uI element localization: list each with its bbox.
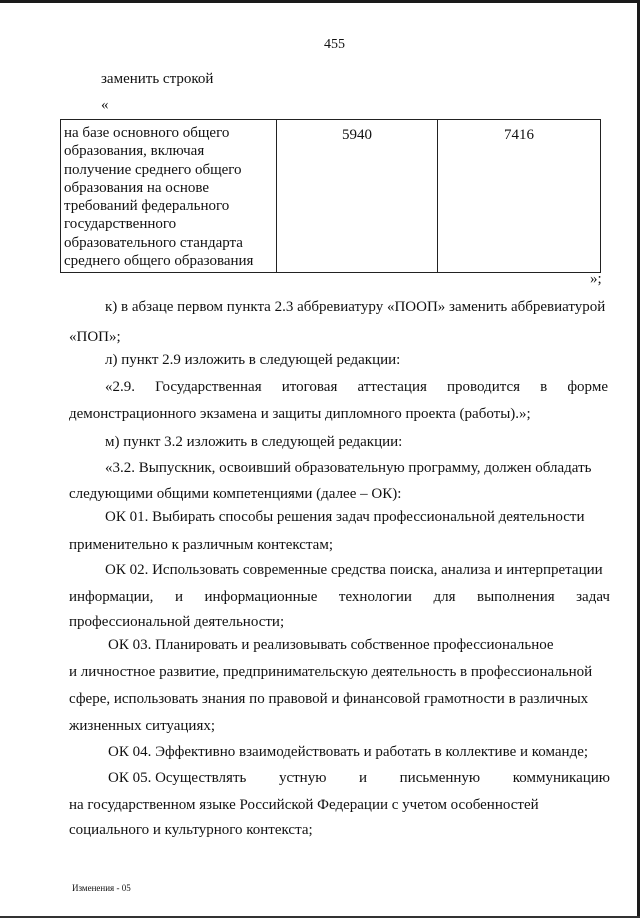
ok03-line1: ОК 03. Планировать и реализовывать собственное профессиональное [108, 637, 554, 653]
value-cell-2: 7416 [438, 120, 601, 273]
cell-line: требований федерального [64, 198, 230, 215]
word: и [359, 770, 368, 786]
word: задач [576, 589, 610, 605]
hours-table [60, 119, 601, 273]
paragraph-m-line1: м) пункт 3.2 изложить в следующей редакции: [105, 434, 403, 450]
word: выполнения [477, 589, 555, 605]
ok03-line3: сфере, использовать знания по правовой и финансовой грамотности в различных [69, 691, 589, 707]
word: для [433, 589, 456, 605]
word: Государственная [155, 379, 262, 395]
ok03-line2: и личностное развитие, предпринимательскую деятельность в профессиональной [69, 664, 593, 680]
ok02-line2 [69, 588, 610, 606]
page-number: 455 [324, 37, 345, 52]
paragraph-3-2-line2: следующими общими компетенциями (далее – ОК): [69, 486, 402, 502]
education-basis-cell [61, 120, 277, 273]
open-quote: « [101, 97, 109, 113]
word: проводится [446, 379, 521, 395]
paragraph-2-9-line2: демонстрационного экзамена и защиты дипломного проекта (работы).»; [69, 406, 531, 422]
word: ОК 05. Осуществлять [108, 770, 247, 786]
word: форме [567, 379, 608, 395]
intro-text: заменить строкой [101, 71, 214, 87]
word: технологии [338, 589, 412, 605]
word: коммуникацию [512, 770, 610, 786]
paragraph-k-line2: «ПОП»; [69, 329, 121, 345]
ok04-line1: ОК 04. Эффективно взаимодействовать и работать в коллективе и команде; [108, 744, 589, 760]
paragraph-l-line1: л) пункт 2.9 изложить в следующей редакции: [105, 352, 401, 368]
cell-line: образования на основе [64, 179, 210, 196]
ok02-line3: профессиональной деятельности; [69, 614, 285, 630]
paragraph-2-9-line1 [105, 378, 608, 396]
value-cell-1: 5940 [277, 120, 438, 273]
scan-edge-top [0, 0, 640, 3]
cell-line: получение среднего общего [64, 161, 242, 178]
word: информационные [204, 589, 318, 605]
ok03-line4: жизненных ситуациях; [69, 718, 216, 734]
cell-line: государственного [64, 216, 177, 233]
word: информации, [69, 589, 154, 605]
word: аттестация [357, 379, 427, 395]
ok05-line3: социального и культурного контекста; [69, 822, 313, 838]
footer-note: Изменения - 05 [72, 883, 131, 893]
paragraph-k-line1: к) в абзаце первом пункта 2.3 аббревиатуру «ПООП» заменить аббревиатурой [105, 299, 606, 315]
word: устную [278, 770, 327, 786]
word: и [174, 589, 183, 605]
word: «2.9. [105, 379, 135, 395]
table-row [61, 120, 601, 273]
cell-line: образовательного стандарта [64, 234, 243, 251]
cell-line: образования, включая [64, 143, 205, 160]
ok05-line2: на государственном языке Российской Федерации с учетом особенностей [69, 797, 539, 813]
word: итоговая [281, 379, 338, 395]
ok02-line1: ОК 02. Использовать современные средства поиска, анализа и интерпретации [105, 562, 603, 578]
paragraph-3-2-line1: «3.2. Выпускник, освоивший образовательную программу, должен обладать [105, 460, 592, 476]
ok01-line2: применительно к различным контекстам; [69, 537, 333, 553]
ok05-line1 [108, 769, 610, 787]
word: письменную [399, 770, 481, 786]
ok01-line1: ОК 01. Выбирать способы решения задач профессиональной деятельности [105, 509, 585, 525]
word: в [540, 379, 548, 395]
close-quote: »; [590, 271, 602, 287]
cell-line: на базе основного общего [64, 125, 230, 141]
cell-line: среднего общего образования [64, 253, 254, 270]
